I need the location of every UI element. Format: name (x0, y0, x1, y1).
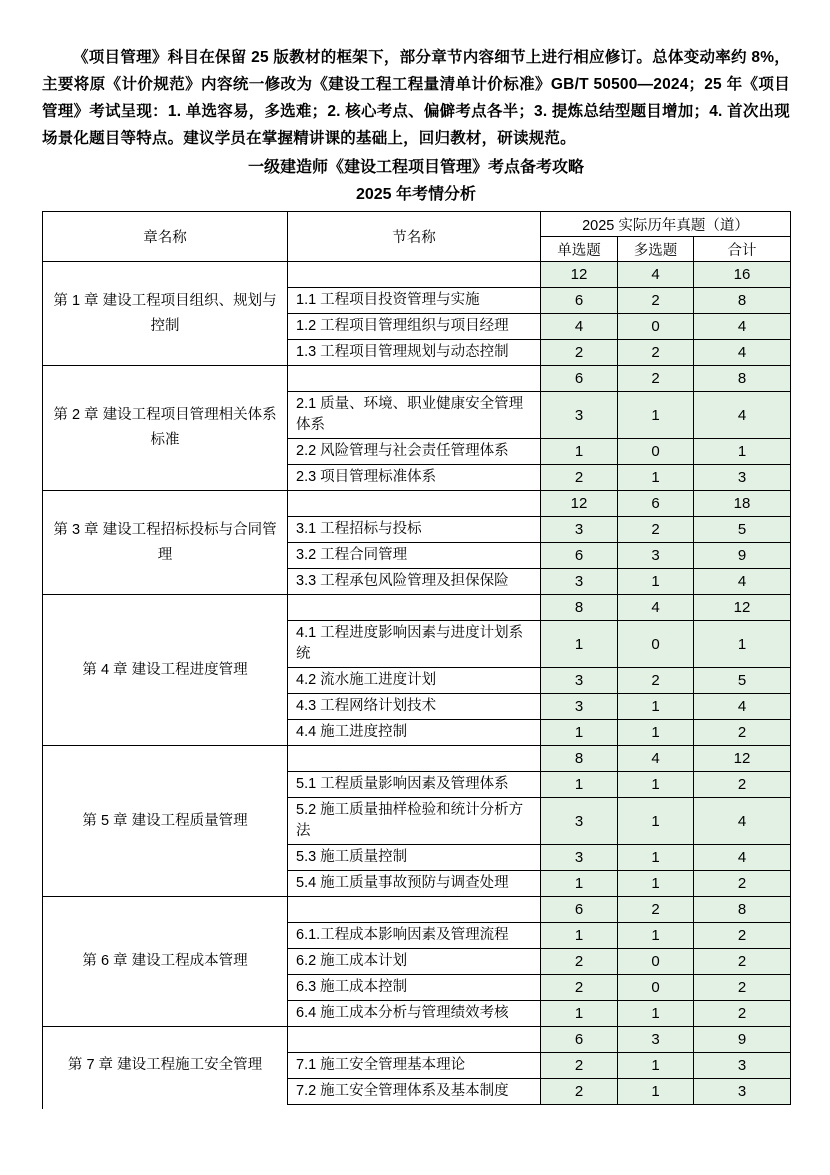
count-cell: 4 (694, 694, 791, 720)
count-cell: 1 (541, 923, 618, 949)
section-name-cell: 7.2 施工安全管理体系及基本制度 (288, 1079, 541, 1105)
section-name-cell: 5.2 施工质量抽样检验和统计分析方法 (288, 798, 541, 845)
section-name-cell-empty (288, 491, 541, 517)
chapter-total-row (43, 746, 791, 772)
count-cell: 1 (618, 1053, 694, 1079)
count-cell: 6 (618, 491, 694, 517)
count-cell: 1 (618, 694, 694, 720)
count-cell: 4 (694, 314, 791, 340)
count-cell: 0 (618, 621, 694, 668)
count-cell: 2 (618, 668, 694, 694)
header-chapter-name: 章名称 (43, 212, 288, 262)
count-cell: 12 (694, 746, 791, 772)
count-cell: 3 (694, 465, 791, 491)
count-cell: 2 (541, 975, 618, 1001)
section-name-cell: 2.1 质量、环境、职业健康安全管理体系 (288, 392, 541, 439)
section-name-cell: 6.4 施工成本分析与管理绩效考核 (288, 1001, 541, 1027)
count-cell: 8 (694, 288, 791, 314)
count-cell: 2 (694, 975, 791, 1001)
count-cell: 3 (618, 543, 694, 569)
count-cell: 0 (618, 314, 694, 340)
section-name-cell: 5.3 施工质量控制 (288, 845, 541, 871)
count-cell: 6 (541, 897, 618, 923)
chapter-total-row (43, 366, 791, 392)
section-name-cell-empty (288, 595, 541, 621)
count-cell: 1 (618, 1001, 694, 1027)
count-cell: 1 (618, 465, 694, 491)
count-cell: 1 (694, 439, 791, 465)
section-name-cell-empty (288, 746, 541, 772)
count-cell: 1 (618, 392, 694, 439)
section-name-cell: 4.2 流水施工进度计划 (288, 668, 541, 694)
count-cell: 4 (694, 798, 791, 845)
chapter-name-cell: 第 5 章 建设工程质量管理 (43, 746, 288, 897)
count-cell: 4 (618, 746, 694, 772)
count-cell: 1 (618, 845, 694, 871)
count-cell: 2 (694, 871, 791, 897)
count-cell: 12 (694, 595, 791, 621)
count-cell: 5 (694, 517, 791, 543)
count-cell: 1 (618, 720, 694, 746)
count-cell: 1 (541, 621, 618, 668)
count-cell: 1 (618, 569, 694, 595)
section-name-cell-empty (288, 1027, 541, 1053)
section-name-cell-empty (288, 897, 541, 923)
count-cell: 2 (694, 772, 791, 798)
count-cell: 2 (541, 340, 618, 366)
count-cell: 2 (618, 340, 694, 366)
section-name-cell: 1.3 工程项目管理规划与动态控制 (288, 340, 541, 366)
count-cell: 2 (694, 1001, 791, 1027)
chapter-name-cell: 第 7 章 建设工程施工安全管理 (43, 1027, 288, 1105)
chapter-total-row (43, 897, 791, 923)
count-cell: 3 (541, 392, 618, 439)
count-cell: 6 (541, 543, 618, 569)
count-cell: 1 (541, 772, 618, 798)
count-cell: 3 (694, 1079, 791, 1105)
section-subtitle: 2025 年考情分析 (355, 186, 477, 203)
section-name-cell-empty (288, 262, 541, 288)
count-cell: 3 (541, 845, 618, 871)
header-single-choice: 单选题 (541, 237, 618, 262)
count-cell: 6 (541, 366, 618, 392)
section-name-cell: 4.3 工程网络计划技术 (288, 694, 541, 720)
chapter-total-row (43, 1027, 791, 1053)
section-name-cell: 5.1 工程质量影响因素及管理体系 (288, 772, 541, 798)
section-name-cell: 5.4 施工质量事故预防与调查处理 (288, 871, 541, 897)
count-cell: 4 (694, 392, 791, 439)
chapter-total-row (43, 491, 791, 517)
count-cell: 6 (541, 288, 618, 314)
count-cell: 2 (618, 517, 694, 543)
count-cell: 3 (618, 1027, 694, 1053)
count-cell: 2 (541, 1053, 618, 1079)
count-cell: 1 (541, 871, 618, 897)
chapter-name-cell: 第 2 章 建设工程项目管理相关体系标准 (43, 366, 288, 491)
chapter-name-cell: 第 1 章 建设工程项目组织、规划与控制 (43, 262, 288, 366)
count-cell: 3 (541, 798, 618, 845)
section-name-cell: 2.2 风险管理与社会责任管理体系 (288, 439, 541, 465)
chapter-total-row (43, 262, 791, 288)
section-name-cell: 3.2 工程合同管理 (288, 543, 541, 569)
count-cell: 8 (541, 746, 618, 772)
header-question-group: 2025 实际历年真题（道） (541, 212, 791, 237)
count-cell: 3 (541, 668, 618, 694)
count-cell: 2 (618, 897, 694, 923)
count-cell: 9 (694, 543, 791, 569)
count-cell: 2 (618, 366, 694, 392)
header-total: 合计 (694, 237, 791, 262)
section-name-cell: 7.1 施工安全管理基本理论 (288, 1053, 541, 1079)
count-cell: 8 (694, 366, 791, 392)
count-cell: 1 (618, 923, 694, 949)
count-cell: 1 (618, 772, 694, 798)
count-cell: 3 (541, 694, 618, 720)
count-cell: 4 (541, 314, 618, 340)
table-header (43, 212, 791, 262)
count-cell: 0 (618, 439, 694, 465)
exam-table-body (43, 262, 791, 1105)
exam-analysis-table (42, 211, 791, 1105)
section-name-cell: 2.3 项目管理标准体系 (288, 465, 541, 491)
count-cell: 2 (541, 949, 618, 975)
count-cell: 1 (541, 439, 618, 465)
header-section-name: 节名称 (288, 212, 541, 262)
count-cell: 9 (694, 1027, 791, 1053)
table-header-row-1 (43, 212, 791, 237)
count-cell: 12 (541, 491, 618, 517)
count-cell: 4 (694, 845, 791, 871)
count-cell: 1 (541, 720, 618, 746)
section-name-cell: 4.4 施工进度控制 (288, 720, 541, 746)
count-cell: 2 (694, 949, 791, 975)
count-cell: 2 (618, 288, 694, 314)
section-name-cell: 6.2 施工成本计划 (288, 949, 541, 975)
count-cell: 2 (541, 465, 618, 491)
chapter-total-row (43, 595, 791, 621)
document-title: 一级建造师《建设工程项目管理》考点备考攻略 (247, 159, 584, 176)
count-cell: 12 (541, 262, 618, 288)
section-name-cell: 1.1 工程项目投资管理与实施 (288, 288, 541, 314)
intro-paragraph: 《项目管理》科目在保留 25 版教材的框架下，部分章节内容细节上进行相应修订。总体变动率约 8%，主要将原《计价规范》内容统一修改为《建设工程工程量清单计价标准》GB/T 50500—2024；25 年《项目管理》考试呈现：1. 单选容易，多选难；2. 核心考点、偏僻考点各半；3. 提炼总结型题目增加；4. 首次出现场景化题目等特点。建议学员在掌握精讲课的基础上，回归教材，研读规范。 (42, 49, 790, 147)
count-cell: 18 (694, 491, 791, 517)
section-name-cell: 3.1 工程招标与投标 (288, 517, 541, 543)
page-cut-border-stub (42, 1105, 790, 1110)
count-cell: 4 (694, 569, 791, 595)
table-left-border-stub (42, 1104, 43, 1109)
section-name-cell: 6.3 施工成本控制 (288, 975, 541, 1001)
section-name-cell: 6.1.工程成本影响因素及管理流程 (288, 923, 541, 949)
chapter-name-cell: 第 3 章 建设工程招标投标与合同管理 (43, 491, 288, 595)
count-cell: 8 (694, 897, 791, 923)
count-cell: 4 (618, 262, 694, 288)
chapter-name-cell: 第 6 章 建设工程成本管理 (43, 897, 288, 1027)
header-multi-choice: 多选题 (618, 237, 694, 262)
count-cell: 1 (541, 1001, 618, 1027)
count-cell: 0 (618, 949, 694, 975)
count-cell: 4 (618, 595, 694, 621)
section-name-cell: 3.3 工程承包风险管理及担保保险 (288, 569, 541, 595)
section-name-cell: 4.1 工程进度影响因素与进度计划系统 (288, 621, 541, 668)
count-cell: 1 (618, 798, 694, 845)
count-cell: 16 (694, 262, 791, 288)
count-cell: 2 (541, 1079, 618, 1105)
count-cell: 6 (541, 1027, 618, 1053)
count-cell: 3 (694, 1053, 791, 1079)
count-cell: 1 (694, 621, 791, 668)
count-cell: 4 (694, 340, 791, 366)
chapter-name-cell: 第 4 章 建设工程进度管理 (43, 595, 288, 746)
count-cell: 3 (541, 569, 618, 595)
count-cell: 3 (541, 517, 618, 543)
count-cell: 2 (694, 720, 791, 746)
count-cell: 2 (694, 923, 791, 949)
count-cell: 1 (618, 871, 694, 897)
count-cell: 1 (618, 1079, 694, 1105)
count-cell: 5 (694, 668, 791, 694)
count-cell: 0 (618, 975, 694, 1001)
section-name-cell: 1.2 工程项目管理组织与项目经理 (288, 314, 541, 340)
section-name-cell-empty (288, 366, 541, 392)
count-cell: 8 (541, 595, 618, 621)
